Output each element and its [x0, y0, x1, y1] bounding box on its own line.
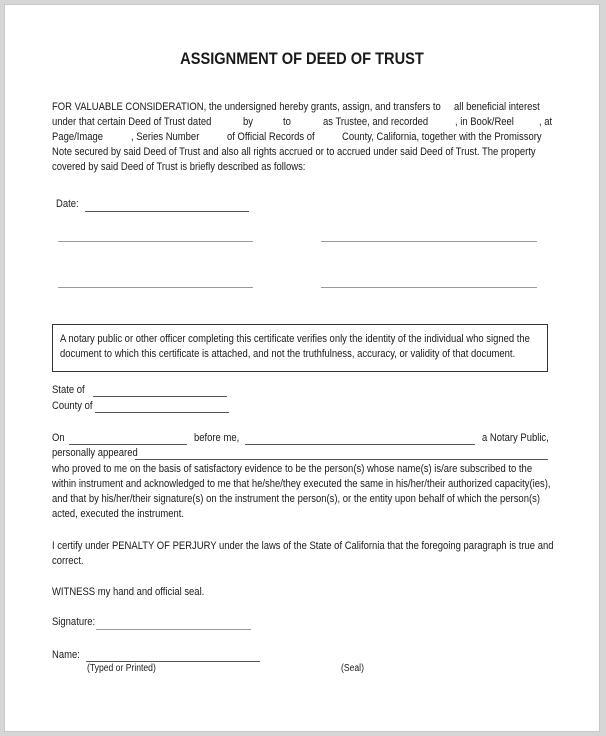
personally-appeared-label: personally appeared — [52, 447, 138, 459]
notary-notice-line-1: A notary public or other officer completing this certificate verifies only the identity of the individual who signed the — [60, 333, 530, 345]
notary-name-label: Name: — [52, 649, 80, 661]
proof-line-1: who proved to me on the basis of satisfactory evidence to be the person(s) whose name(s) is/are subscribed to the — [52, 463, 533, 475]
intro-note-line: Note secured by said Deed of Trust and also all rights accrued or to accrued under said Deed of Trust. The property — [52, 146, 536, 158]
seal-label: (Seal) — [341, 663, 364, 674]
document-title: ASSIGNMENT OF DEED OF TRUST — [180, 49, 424, 68]
state-field[interactable] — [93, 396, 227, 397]
certify-line-1: I certify under PENALTY OF PERJURY under the laws of the State of California that the foregoing paragraph is true and — [52, 540, 554, 552]
signature-line-left-2[interactable] — [58, 287, 253, 288]
witness-label: WITNESS my hand and official seal. — [52, 586, 205, 598]
proof-line-3: and that by his/her/their signature(s) on the instrument the person(s), or the entity upon behalf of which the person(s) — [52, 493, 540, 505]
intro-covered-line: covered by said Deed of Trust is briefly described as follows: — [52, 161, 306, 173]
intro-deed-dated: under that certain Deed of Trust dated — [52, 116, 212, 128]
intro-line-1a: FOR VALUABLE CONSIDERATION, the undersigned hereby grants, assign, and transfers to — [52, 101, 441, 113]
date-label: Date: — [56, 198, 79, 210]
county-field[interactable] — [95, 412, 229, 413]
signature-line-right-2[interactable] — [321, 287, 537, 288]
proof-line-4: acted, executed the instrument. — [52, 508, 184, 520]
intro-series-number: , Series Number — [131, 131, 200, 143]
personally-appeared-field[interactable] — [135, 459, 548, 460]
notary-public-label: a Notary Public, — [482, 432, 549, 444]
notary-signature-field[interactable] — [96, 629, 251, 630]
date-field[interactable] — [85, 211, 249, 212]
document-page — [4, 4, 600, 732]
certify-line-2: correct. — [52, 555, 84, 567]
notary-notice-box — [52, 324, 548, 372]
intro-at: , at — [539, 116, 553, 128]
intro-official-records: of Official Records of — [227, 131, 315, 143]
proof-line-2: within instrument and acknowledged to me that he/she/they executed the same in his/her/their authorized capacity(ies), — [52, 478, 551, 490]
county-label: County of — [52, 400, 93, 412]
on-label: On — [52, 432, 65, 444]
notary-notice-line-2: document to which this certificate is attached, and not the truthfulness, accuracy, or validity of that document. — [60, 348, 516, 360]
typed-or-printed-label: (Typed or Printed) — [87, 663, 156, 674]
intro-book-reel: , in Book/Reel — [455, 116, 514, 128]
on-date-field[interactable] — [69, 444, 187, 445]
intro-line-1b: all beneficial interest — [454, 101, 540, 113]
before-me-label: before me, — [194, 432, 240, 444]
state-label: State of — [52, 384, 85, 396]
notary-signature-label: Signature: — [52, 616, 96, 628]
signature-line-right-1[interactable] — [321, 241, 537, 242]
intro-page-image: Page/Image — [52, 131, 104, 143]
intro-county: County, California, together with the Promissory — [342, 131, 542, 143]
signature-line-left-1[interactable] — [58, 241, 253, 242]
notary-name-field[interactable] — [245, 444, 475, 445]
intro-by: by — [243, 116, 253, 128]
intro-to: to — [283, 116, 291, 128]
intro-trustee: as Trustee, and recorded — [323, 116, 429, 128]
